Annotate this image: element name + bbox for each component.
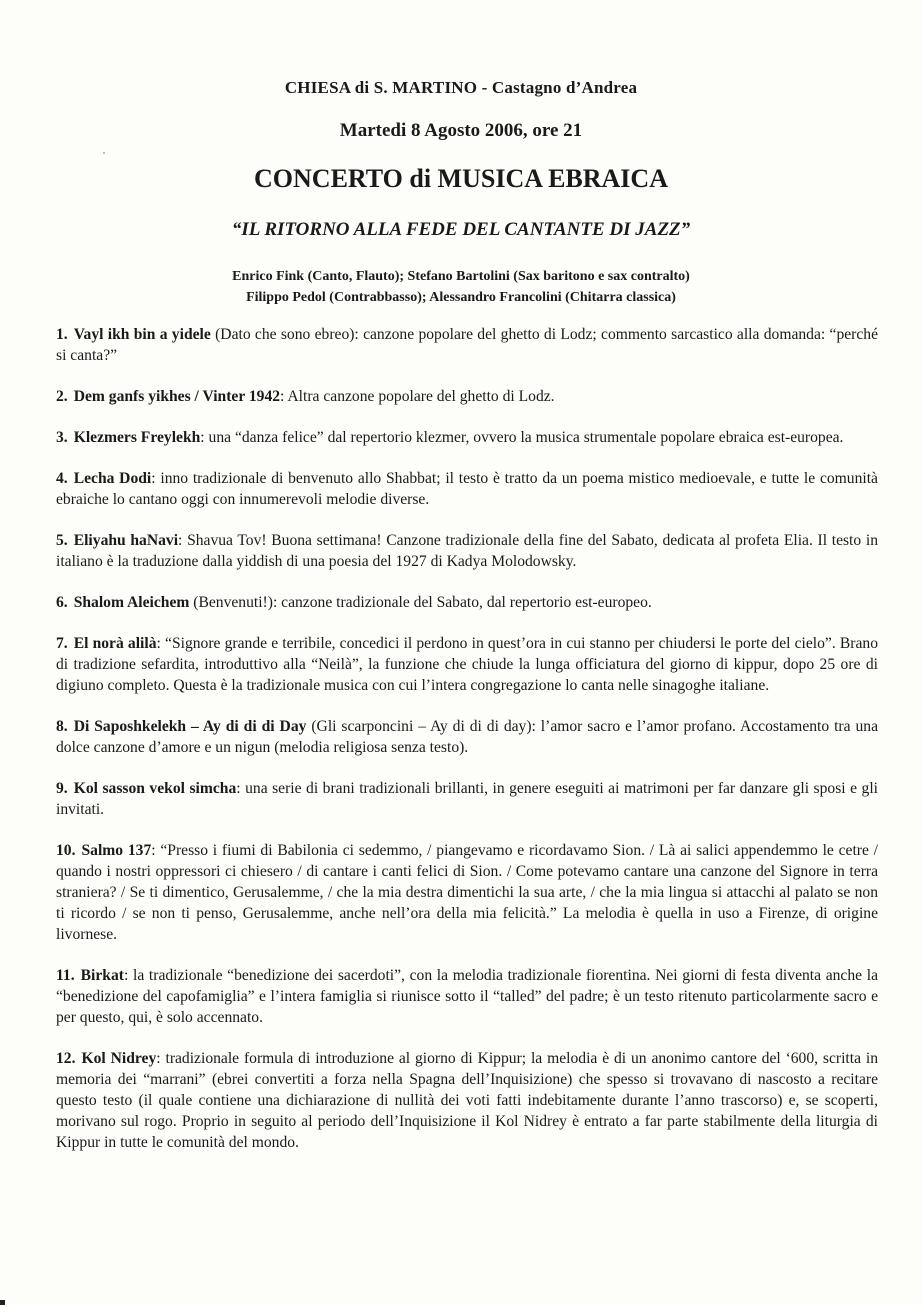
title-separator: :	[280, 388, 288, 405]
title-separator: :	[151, 470, 161, 487]
piece-description: (Benvenuti!): canzone tradizionale del Sabato, dal repertorio est-europeo.	[193, 594, 652, 611]
item-number: 3.	[56, 429, 68, 446]
program-item	[56, 468, 878, 510]
program-item	[56, 716, 878, 758]
piece-description: (Dato che sono ebreo): canzone popolare del ghetto di Lodz; commento sarcastico alla domanda: “perché si canta?”	[56, 326, 878, 364]
item-number: 2.	[56, 388, 68, 405]
piece-title: Klezmers Freylekh	[73, 429, 201, 446]
title-separator: :	[200, 429, 209, 446]
piece-description: “Signore grande e terribile, concedici il perdono in quest’ora in cui stanno per chiudersi le porte del cielo”. Brano di tradizione sefardita, introduttivo alla “Neilà”, la funzione che chiude la lunga officiatura del giorno di kippur, dopo 25 ore di digiuno completo. Questa è la tradizionale musica con cui l’intera congregazione lo canta nelle sinagoghe italiane.	[56, 635, 879, 694]
item-number: 9.	[56, 780, 68, 797]
piece-title: Salmo 137	[81, 842, 152, 859]
program-item	[56, 386, 878, 407]
piece-title: Shalom Aleichem	[73, 594, 190, 611]
performers	[0, 266, 922, 308]
item-number: 12.	[56, 1050, 76, 1067]
concert-subtitle: “IL RITORNO ALLA FEDE DEL CANTANTE DI JAZZ”	[231, 219, 691, 240]
piece-description: “Presso i fiumi di Babilonia ci sedemmo, / piangevamo e ricordavamo Sion. / Là ai salici appendemmo le cetre / quando i nostri oppressori ci chiesero / di cantare i canti felici di Sion. / Come potevamo cantare una canzone del Signore in terra straniera? / Se ti dimentico, Gerusalemme, / che la mia destra dimentichi la sua arte, / che la mia lingua si attacchi al palato se non ti ricordo / se non ti penso, Gerusalemme, anche nell’ora della mia felicità.” La melodia è quella in uso a Firenze, di origine livornese.	[56, 842, 878, 943]
program-item	[56, 1048, 878, 1153]
title-separator: :	[123, 967, 133, 984]
item-number: 8.	[56, 718, 68, 735]
program-item	[56, 427, 878, 448]
concert-title: CONCERTO di MUSICA EBRAICA	[254, 164, 668, 193]
piece-title: Eliyahu haNavi	[73, 532, 179, 549]
performers-line-1: Enrico Fink (Canto, Flauto); Stefano Bartolini (Sax baritono e sax contralto)	[232, 269, 690, 284]
program-item	[56, 530, 878, 572]
item-number: 5.	[56, 532, 68, 549]
scan-corner-mark	[0, 1300, 5, 1305]
piece-title: El norà alilà	[73, 635, 157, 652]
piece-description: una serie di brani tradizionali brillanti, in genere eseguiti ai matrimoni per far danzare gli sposi e gli invitati.	[56, 780, 879, 818]
performers-line-2: Filippo Pedol (Contrabbasso); Alessandro Francolini (Chitarra classica)	[246, 290, 676, 305]
program-list	[56, 324, 878, 1173]
title-separator: :	[156, 1050, 166, 1067]
piece-description: Altra canzone popolare del ghetto di Lodz.	[287, 388, 555, 405]
piece-title: Di Saposhkelekh – Ay di di di Day	[73, 718, 307, 735]
title-separator: :	[151, 842, 161, 859]
event-date: Martedi 8 Agosto 2006, ore 21	[339, 120, 583, 141]
program-item	[56, 324, 878, 366]
piece-description: inno tradizionale di benvenuto allo Shabbat; il testo è tratto da un poema mistico medioevale, e tutte le comunità ebraiche lo cantano oggi con innumerevoli melodie diverse.	[56, 470, 878, 508]
piece-title: Dem ganfs yikhes / Vinter 1942	[73, 388, 281, 405]
piece-title: Kol Nidrey	[81, 1050, 157, 1067]
piece-description: la tradizionale “benedizione dei sacerdoti”, con la melodia tradizionale fiorentina. Nei giorni di festa diventa anche la “benedizione del capofamiglia” e l’intera famiglia si riunisce sotto il “talled” del padre; è un testo ritenuto particolarmente sacro e per questo, qui, è solo accennato.	[56, 967, 878, 1026]
item-number: 4.	[56, 470, 68, 487]
title-separator: :	[236, 780, 246, 797]
piece-description: Shavua Tov! Buona settimana! Canzone tradizionale della fine del Sabato, dedicata al profeta Elia. Il testo in italiano è la traduzione dalla yiddish di una poesia del 1927 di Kadya Molodowsky.	[56, 532, 878, 570]
piece-title: Vayl ikh bin a yidele	[73, 326, 211, 343]
program-item	[56, 592, 878, 613]
item-number: 11.	[56, 967, 75, 984]
piece-description: (Gli scarponcini – Ay di di di day): l’amor sacro e l’amor profano. Accostamento tra una dolce canzone d’amore e un nigun (melodia religiosa senza testo).	[56, 718, 878, 756]
piece-description: tradizionale formula di introduzione al giorno di Kippur; la melodia è di un anonimo cantore del ‘600, scritta in memoria dei “marrani” (ebrei convertiti a forza nella Spagna dell’Inquisizione) che spesso si trovavano di nascosto a recitare questo testo (il quale contiene una dichiarazione di nullità dei voti fatti indebitamente durante l’anno trascorso) e, se scoperti, morivano sul rogo. Proprio in seguito al periodo dell’Inquisizione il Kol Nidrey è entrato a far parte stabilmente della liturgia di Kippur in tutte le comunità del mondo.	[56, 1050, 879, 1151]
piece-title: Lecha Dodi	[73, 470, 152, 487]
item-number: 1.	[56, 326, 68, 343]
item-number: 10.	[56, 842, 76, 859]
program-item	[56, 633, 878, 696]
item-number: 7.	[56, 635, 68, 652]
program-item	[56, 778, 878, 820]
church-location: CHIESA di S. MARTINO - Castagno d’Andrea	[284, 78, 638, 97]
title-separator: :	[178, 532, 188, 549]
item-number: 6.	[56, 594, 68, 611]
title-separator: :	[156, 635, 166, 652]
piece-title: Birkat	[80, 967, 124, 984]
piece-description: una “danza felice” dal repertorio klezmer, ovvero la musica strumentale popolare ebraica est-europea.	[208, 429, 844, 446]
program-item	[56, 840, 878, 945]
piece-title: Kol sasson vekol simcha	[73, 780, 237, 797]
program-item	[56, 965, 878, 1028]
scan-speck	[103, 152, 105, 154]
